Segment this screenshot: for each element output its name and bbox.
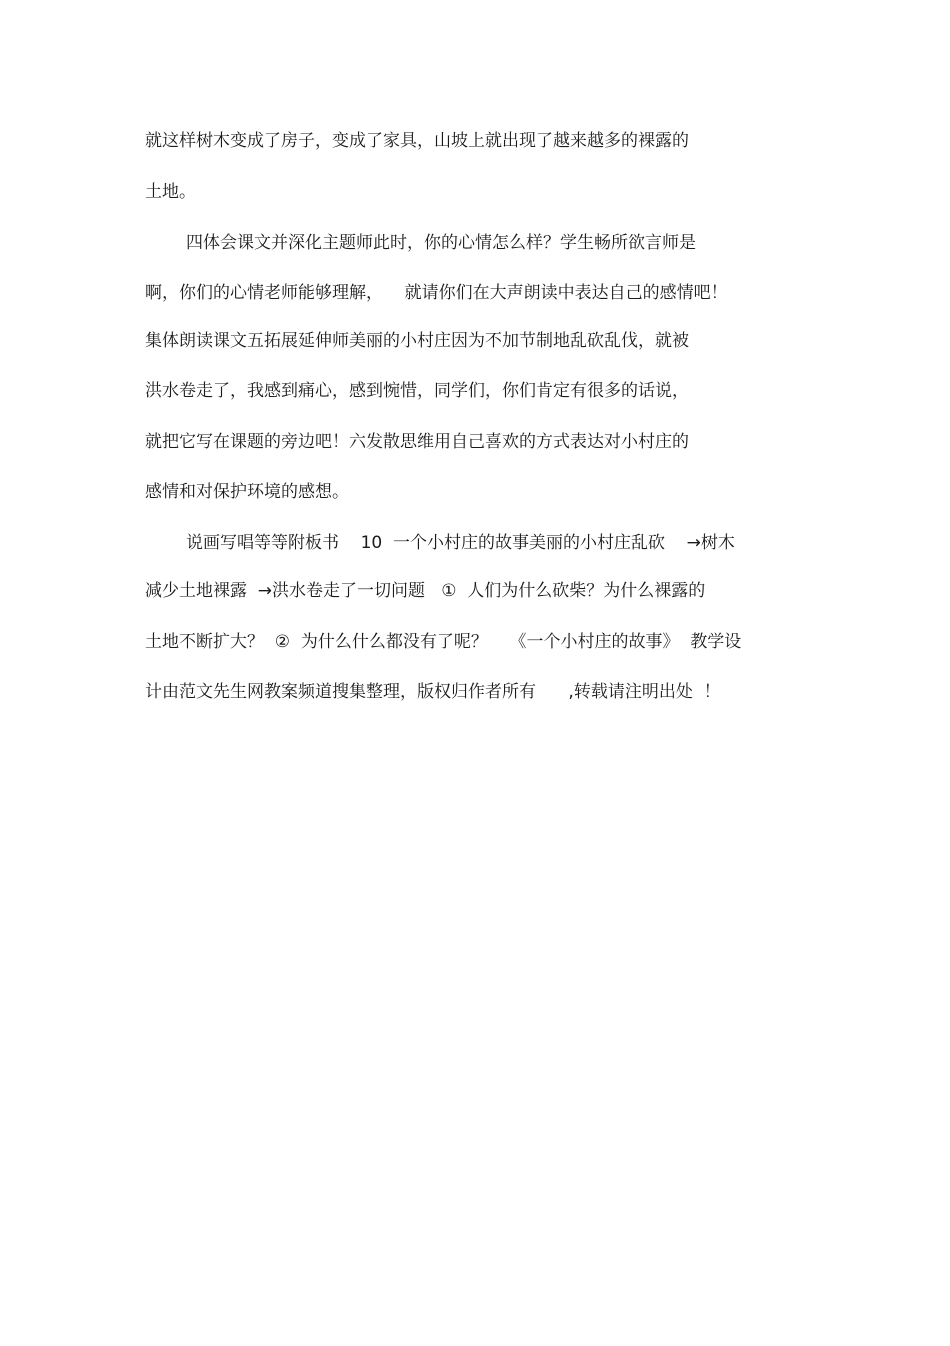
paragraph-line: 计由范文先生网教案频道搜集整理，版权归作者所有 ,转载请注明出处 ！ [145, 682, 721, 702]
paragraph-line: 集体朗读课文五拓展延伸师美丽的小村庄因为不加节制地乱砍乱伐，就被 [145, 331, 689, 351]
paragraph-line: 啊，你们的心情老师能够理解， 就请你们在大声朗读中表达自己的感情吧！ [145, 283, 728, 303]
paragraph-line: 感情和对保护环境的感想。 [145, 482, 349, 502]
paragraph-line: 洪水卷走了，我感到痛心，感到惋惜，同学们，你们肯定有很多的话说， [145, 381, 689, 401]
paragraph-line: 说画写唱等等附板书 10 一个小村庄的故事美丽的小村庄乱砍 →树木 [186, 533, 735, 553]
paragraph-line: 减少土地裸露 →洪水卷走了一切问题 ① 人们为什么砍柴？为什么裸露的 [145, 581, 706, 601]
paragraph-line: 就把它写在课题的旁边吧！六发散思维用自己喜欢的方式表达对小村庄的 [145, 432, 689, 452]
paragraph-line: 土地。 [145, 182, 196, 202]
paragraph-line: 四体会课文并深化主题师此时，你的心情怎么样？学生畅所欲言师是 [186, 233, 696, 253]
paragraph-line: 土地不断扩大？ ② 为什么什么都没有了呢？ 《一个小村庄的故事》 教学设 [145, 632, 742, 652]
paragraph-line: 就这样树木变成了房子，变成了家具，山坡上就出现了越来越多的裸露的 [145, 131, 689, 151]
